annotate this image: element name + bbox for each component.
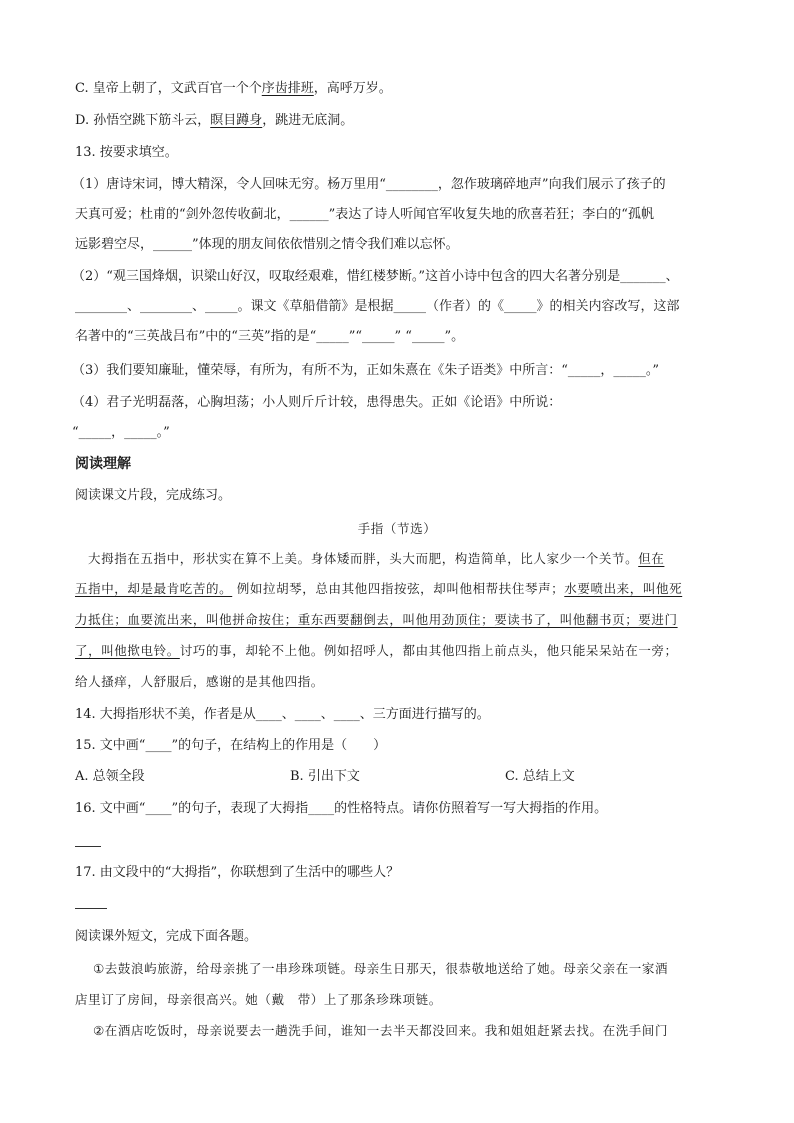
question-13-title: 13. 按要求填空。 (75, 145, 178, 160)
q13-part1-line3: 远影碧空尽，______”体现的朋友间依依惜别之情令我们难以忘怀。 (75, 237, 459, 252)
underlined-phrase: 瞑目蹲身 (210, 113, 263, 128)
underlined-phrase: 序齿排班 (261, 81, 314, 96)
question-15: 15. 文中画“____”的句子，在结构上的作用是（ ） (75, 738, 387, 753)
section-title: 阅读理解 (75, 456, 131, 472)
reading2-p1-line2: 店里订了房间，母亲很高兴。她（戴 带）上了那条珍珠项链。 (75, 992, 442, 1007)
question-17: 17. 由文段中的“大拇指”，你联想到了生活中的哪些人？ (75, 865, 400, 880)
reading2-intro: 阅读课外短文，完成下面各题。 (75, 929, 258, 944)
passage-title: 手指（节选） (357, 521, 437, 536)
passage-line-2: 五指中，却是最肯吃苦的。 例如拉胡琴，总由其他四指按弦，却叫他相帮扶住琴声；水要喷出来，叫他死 (75, 581, 683, 596)
passage-line-4: 了，叫他揿电铃。讨巧的事，却轮不上他。例如招呼人，都由其他四指上前点头，他只能呆呆站在一旁； (75, 643, 678, 658)
reading2-p1-line1: ①去鼓浪屿旅游，给母亲挑了一串珍珠项链。母亲生日那天，很恭敬地送给了她。母亲父亲在一家酒 (93, 961, 669, 976)
q13-part3: （3）我们要知廉耻，懂荣辱，有所为，有所不为，正如朱熹在《朱子语类》中所言：“_____，_____。” (72, 363, 660, 378)
q13-part2-line2: ________、________、_____。课文《草船借箭》是根据_____（作者）的《_____》的相关内容改写，这部 (75, 299, 680, 314)
q13-part2-line3: 名著中的“三英战吕布”中的“三英”指的是“_____”“_____” “_____”。 (75, 329, 465, 344)
answer-blank-16 (75, 846, 101, 847)
q13-part4-line2: “_____，_____。” (72, 425, 170, 440)
q15-option-a: A. 总领全段 (75, 769, 145, 784)
reading1-intro: 阅读课文片段，完成练习。 (75, 488, 232, 503)
question-16: 16. 文中画“____”的句子，表现了大拇指____的性格特点。请你仿照着写一写大拇指的作用。 (75, 801, 608, 816)
reading2-p2-line1: ②在酒店吃饭时，母亲说要去一趟洗手间，谁知一去半天都没回来。我和姐姐赶紧去找。在洗手间门 (93, 1023, 669, 1038)
q13-part1-line2: 天真可爱；杜甫的“剑外忽传收蓟北，______”表达了诗人听闻官军收复失地的欣喜若狂；李白的“孤帆 (75, 207, 654, 222)
answer-blank-17 (75, 908, 107, 909)
line-option-d: D. 孙悟空跳下筋斗云，瞑目蹲身，跳进无底洞。 (75, 113, 354, 128)
passage-line-1: 大拇指在五指中，形状实在算不上美。身体矮而胖，头大而肥，构造简单，比人家少一个关节。但在 (88, 551, 665, 566)
q13-part4-line1: （4）君子光明磊落，心胸坦荡；小人则斤斤计较，患得患失。正如《论语》中所说： (72, 395, 562, 410)
passage-line-5: 给人搔痒，人舒服后，感谢的是其他四指。 (75, 674, 324, 689)
q15-option-c: C. 总结上文 (505, 769, 575, 784)
q13-part1-line1: （1）唐诗宋词，博大精深，令人回味无穷。杨万里用“________，忽作玻璃碎地声”向我们展示了孩子的 (72, 177, 666, 192)
q15-option-b: B. 引出下文 (290, 769, 360, 784)
line-option-c: C. 皇帝上朝了，文武百官一个个序齿排班，高呼万岁。 (75, 81, 392, 96)
q13-part2-line1: （2）“观三国烽烟，识梁山好汉，叹取经艰难，惜红楼梦断。”这首小诗中包含的四大名著分别是_______、 (72, 269, 679, 284)
passage-line-3: 力抵住；血要流出来，叫他拼命按住；重东西要翻倒去，叫他用劲顶住；要读书了，叫他翻书页；要进门 (75, 612, 678, 627)
question-14: 14. 大拇指形状不美，作者是从____、____、____、三方面进行描写的。 (75, 707, 490, 722)
